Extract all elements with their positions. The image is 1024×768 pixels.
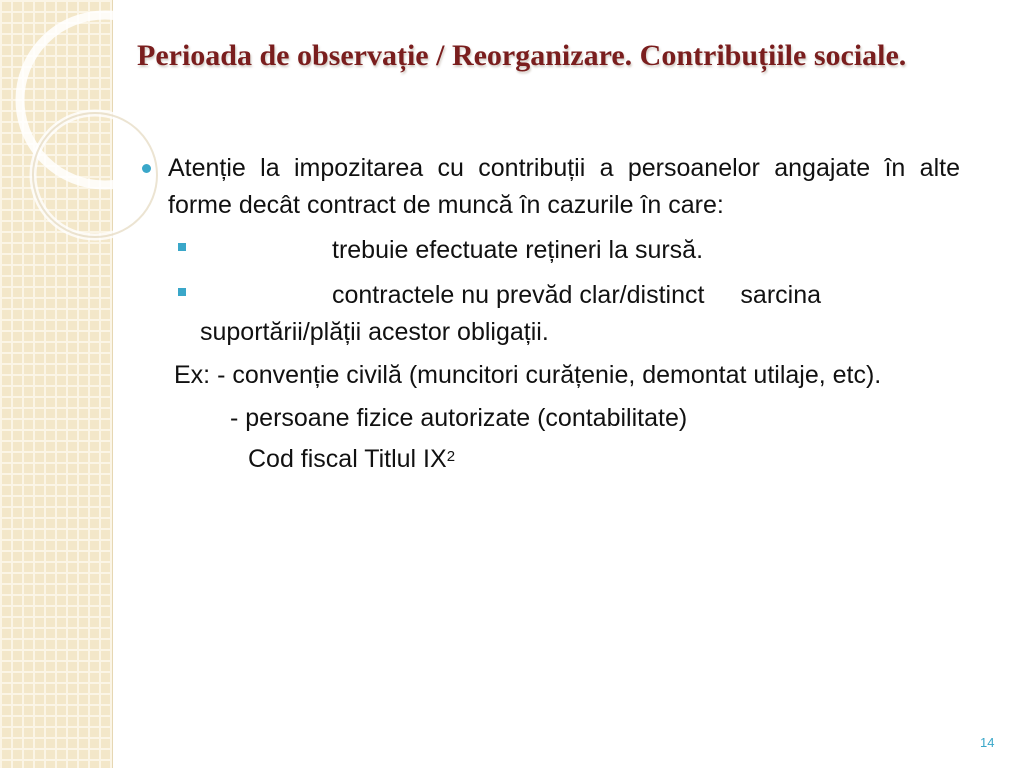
code-reference-text: Cod fiscal Titlul IX bbox=[248, 445, 447, 473]
main-bullet bbox=[140, 150, 960, 224]
circle-bullet-icon bbox=[142, 164, 151, 173]
sub-bullet-2-line-1 bbox=[200, 277, 960, 314]
sub-bullet-2-text-part-1: contractele nu prevăd clar/distinct bbox=[332, 281, 705, 309]
square-bullet-icon bbox=[178, 288, 186, 296]
example-line: Ex: - convenție civilă (muncitori curățenie, demontat utilaje, etc). bbox=[174, 361, 882, 389]
example-sub-line: - persoane fizice autorizate (contabilitate) bbox=[230, 404, 688, 432]
slide-title: Perioada de observație / Reorganizare. Contribuțiile sociale. bbox=[137, 39, 907, 72]
slide-body bbox=[140, 150, 960, 478]
sub-bullet-1 bbox=[140, 232, 960, 269]
sub-bullet-2-line-2: suportării/plății acestor obligații. bbox=[200, 318, 549, 346]
page-number: 14 bbox=[980, 735, 995, 750]
main-bullet-text: Atenție la impozitarea cu contribuții a persoanelor angajate în alte forme decât contract de muncă în cazurile în care: bbox=[168, 154, 960, 219]
code-reference-superscript: 2 bbox=[446, 448, 456, 465]
sub-bullet-1-text: trebuie efectuate rețineri la sursă. bbox=[332, 236, 704, 264]
sub-bullet-2 bbox=[140, 277, 960, 351]
square-bullet-icon bbox=[178, 243, 186, 251]
sub-bullet-2-text-part-2: sarcina bbox=[740, 281, 822, 309]
code-reference bbox=[140, 441, 960, 478]
